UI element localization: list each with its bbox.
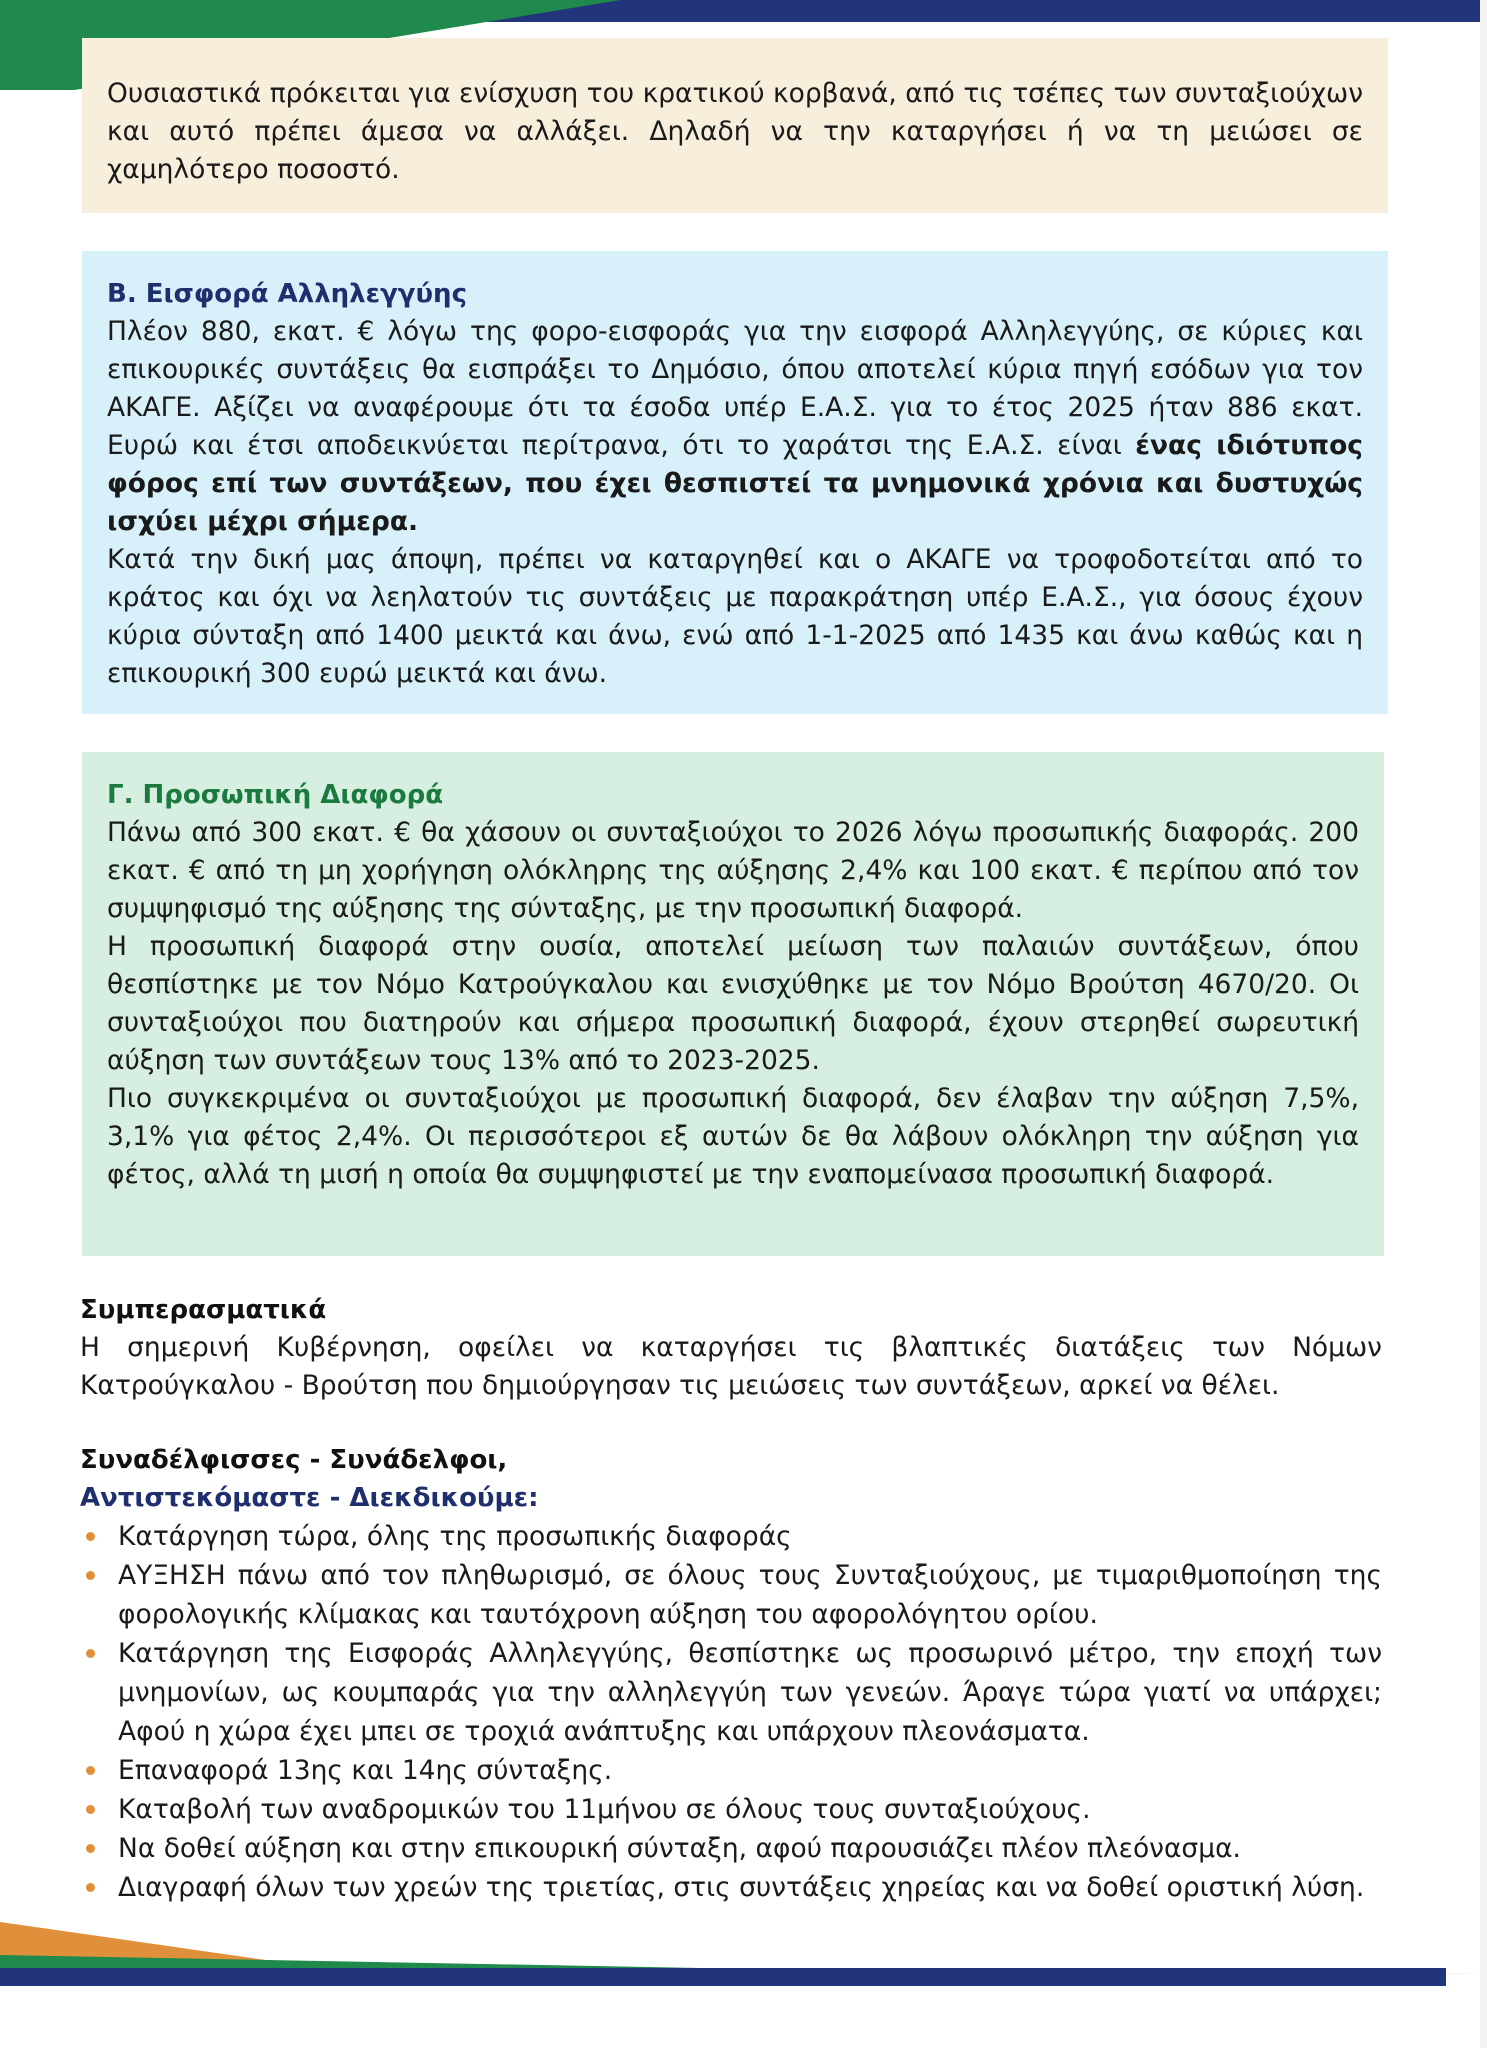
list-item: Καταβολή των αναδρομικών του 11μήνου σε όλους τους συνταξιούχους.: [80, 1790, 1382, 1829]
list-item: Κατάργηση τώρα, όλης της προσωπικής διαφοράς: [80, 1517, 1382, 1556]
intro-text: Ουσιαστικά πρόκειται για ενίσχυση του κρατικού κορβανά, από τις τσέπες των συνταξιούχων και αυτό πρέπει άμεσα να αλλάξει. Δηλαδή να την καταργήσει ή να τη μειώσει σε χαμηλότερο ποσοστό.: [107, 78, 1363, 185]
list-item: Κατάργηση της Εισφοράς Αλληλεγγύης, θεσπίστηκε ως προσωρινό μέτρο, την εποχή των μνημονίων, ως κουμπαράς για την αλληλεγγύη των γενεών. Άραγε τώρα γιατί να υπάρχει; Αφού η χώρα έχει μπει σε τροχιά ανάπτυξης και υπάρχουν πλεονάσματα.: [80, 1634, 1382, 1751]
section-g-paragraph-1: Πάνω από 300 εκατ. € θα χάσουν οι συνταξιούχοι το 2026 λόγω προσωπικής διαφοράς. 200 εκατ. € από τη μη χορήγηση ολόκληρης της αύξησης 2,4% και 100 εκατ. € περίπου από τον συμψηφισμό της αύξησης της σύνταξης, με την προσωπική διαφορά.: [107, 817, 1359, 924]
bottom-navy-band: [0, 1968, 1446, 1986]
section-g-paragraph-2: Η προσωπική διαφορά στην ουσία, αποτελεί μείωση των παλαιών συντάξεων, όπου θεσπίστηκε με τον Νόμο Κατρούγκαλου και ενισχύθηκε με τον Νόμο Βρούτση 4670/20. Οι συνταξιούχοι που διατηρούν και σήμερα προσωπική διαφορά, έχουν στερηθεί σωρευτική αύξηση των συντάξεων τους 13% από το 2023-2025.: [107, 931, 1359, 1076]
section-personal-difference: [82, 752, 1384, 1256]
list-item: Επαναφορά 13ης και 14ης σύνταξης.: [80, 1751, 1382, 1790]
section-b-paragraph-2: Κατά την δική μας άποψη, πρέπει να καταργηθεί και ο ΑΚΑΓΕ να τροφοδοτείται από το κράτος και όχι να λεηλατούν τις συντάξεις με παρακράτηση υπέρ Ε.Α.Σ., για όσους έχουν κύρια σύνταξη από 1400 μεικτά και άνω, ενώ από 1-1-2025 από 1435 και άνω καθώς και η επικουρική 300 ευρώ μεικτά και άνω.: [107, 544, 1363, 689]
section-b-paragraph-1: [107, 313, 1363, 541]
bullet-dot-icon: [86, 1766, 95, 1775]
section-b-p1-text: Πλέον 880, εκατ. € λόγω της φορο-εισφοράς για την εισφορά Αλληλεγγύης, σε κύριες και επικουρικές συντάξεις θα εισπράξει το Δημόσιο, όπου αποτελεί κύρια πηγή εσόδων για τον ΑΚΑΓΕ. Αξίζει να αναφέρουμε ότι τα έσοδα υπέρ Ε.Α.Σ. για το έτος 2025 ήταν 886 εκατ. Ευρώ και έτσι αποδεικνύεται περίτρανα, ότι το χαράτσι της Ε.Α.Σ. είναι: [107, 316, 1363, 461]
bullet-dot-icon: [86, 1805, 95, 1814]
conclusion-section: [80, 1291, 1382, 1405]
bullet-dot-icon: [86, 1883, 95, 1892]
list-item: Διαγραφή όλων των χρεών της τριετίας, στις συντάξεις χηρείας και να δοθεί οριστική λύση.: [80, 1868, 1382, 1907]
bullet-dot-icon: [86, 1532, 95, 1541]
demands-list: [80, 1517, 1382, 1907]
bullet-dot-icon: [86, 1649, 95, 1658]
bullet-dot-icon: [86, 1571, 95, 1580]
section-b-title: Β. Εισφορά Αλληλεγγύης: [107, 279, 467, 309]
list-item: Να δοθεί αύξηση και στην επικουρική σύνταξη, αφού παρουσιάζει πλέον πλεόνασμα.: [80, 1829, 1382, 1868]
bullet-dot-icon: [86, 1844, 95, 1853]
intro-box: [82, 38, 1388, 213]
demands-title: Αντιστεκόμαστε - Διεκδικούμε:: [80, 1483, 539, 1513]
demands-greeting: Συναδέλφισσες - Συνάδελφοι,: [80, 1445, 508, 1475]
section-g-title: Γ. Προσωπική Διαφορά: [107, 780, 444, 810]
demands-section: [80, 1441, 1382, 1907]
section-g-paragraph-3: Πιο συγκεκριμένα οι συνταξιούχοι με προσωπική διαφορά, δεν έλαβαν την αύξηση 7,5%, 3,1% για φέτος 2,4%. Οι περισσότεροι εξ αυτών δε θα λάβουν ολόκληρη την αύξηση για φέτος, αλλά τη μισή η οποία θα συμψηφιστεί με την εναπομείνασα προσωπική διαφορά.: [107, 1083, 1359, 1190]
conclusion-title: Συμπερασματικά: [80, 1295, 327, 1325]
right-edge-strip: [1480, 0, 1487, 2048]
section-b-p1-bold: ένας ιδιότυπος φόρος επί των συντάξεων, που έχει θεσπιστεί τα μνημονικά χρόνια και δυστυχώς ισχύει μέχρι σήμερα.: [107, 430, 1363, 537]
conclusion-text: Η σημερινή Κυβέρνηση, οφείλει να καταργήσει τις βλαπτικές διατάξεις των Νόμων Κατρούγκαλου - Βρούτση που δημιούργησαν τις μειώσεις των συντάξεων, αρκεί να θέλει.: [80, 1332, 1382, 1401]
top-navy-band: [480, 0, 1480, 22]
section-solidarity-contribution: [82, 251, 1388, 714]
list-item: ΑΥΞΗΣΗ πάνω από τον πληθωρισμό, σε όλους τους Συνταξιούχους, με τιμαριθμοποίηση της φορολογικής κλίμακας και ταυτόχρονη αύξηση του αφορολόγητου ορίου.: [80, 1556, 1382, 1634]
